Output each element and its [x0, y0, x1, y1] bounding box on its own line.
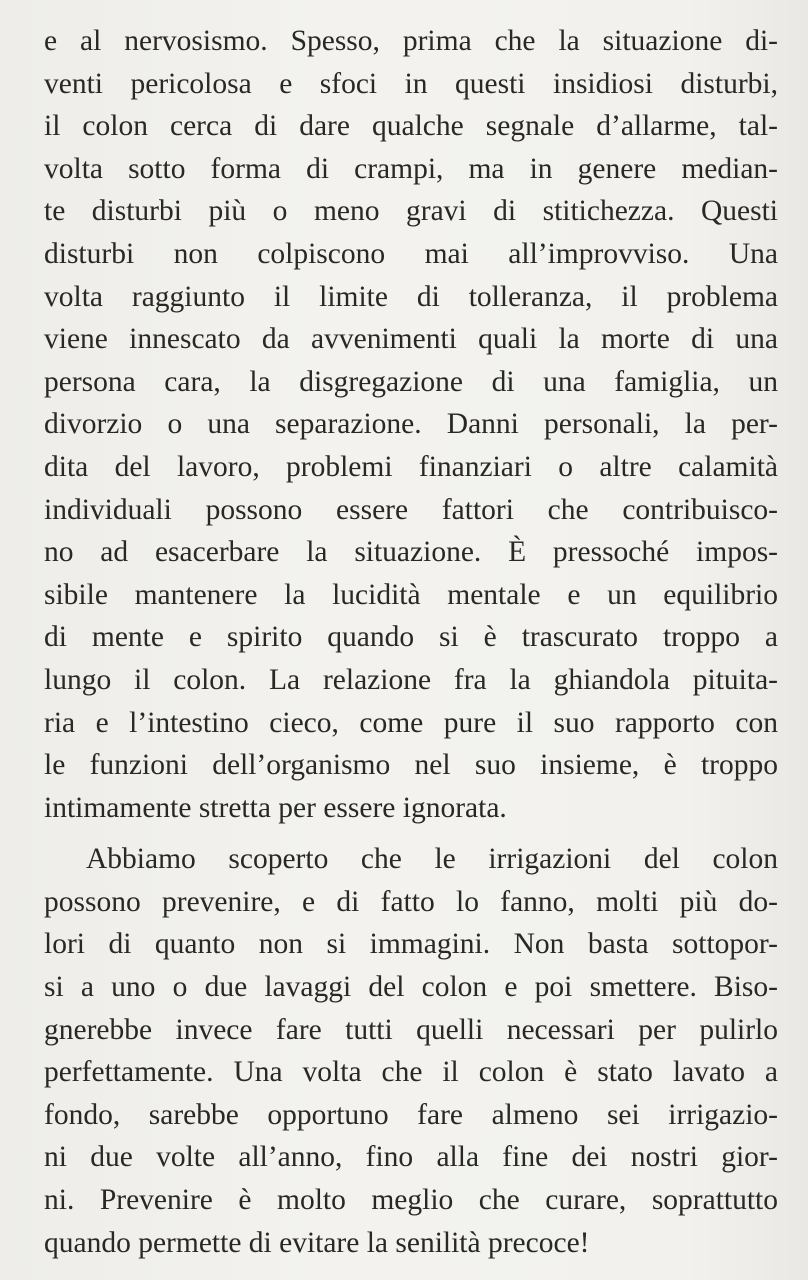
- text-line: dita del lavoro, problemi finanziari o altre calamità: [44, 450, 778, 483]
- text-line: viene innescato da avvenimenti quali la morte di una: [44, 323, 778, 356]
- paragraph-1: [44, 20, 778, 829]
- paragraph-2: [44, 838, 778, 1264]
- text-line: disturbi non colpiscono mai all’improvviso. Una: [44, 237, 778, 270]
- text-line: intimamente stretta per essere ignorata.: [44, 791, 507, 824]
- text-line: gnerebbe invece fare tutti quelli necessari per pulirlo: [44, 1013, 778, 1046]
- body-text: [44, 20, 778, 1264]
- text-line: perfettamente. Una volta che il colon è stato lavato a: [44, 1056, 778, 1089]
- text-line: ni. Prevenire è molto meglio che curare, soprattutto: [44, 1184, 778, 1217]
- text-line: possono prevenire, e di fatto lo fanno, molti più do-: [44, 885, 778, 918]
- text-line: si a uno o due lavaggi del colon e poi smettere. Biso-: [44, 971, 778, 1004]
- text-line: lungo il colon. La relazione fra la ghiandola pituita-: [44, 663, 778, 696]
- text-line: Abbiamo scoperto che le irrigazioni del colon: [86, 843, 778, 876]
- text-line: fondo, sarebbe opportuno fare almeno sei irrigazio-: [44, 1098, 778, 1131]
- text-line: volta sotto forma di crampi, ma in genere median-: [44, 152, 778, 185]
- text-line: le funzioni dell’organismo nel suo insieme, è troppo: [44, 749, 778, 782]
- text-line: volta raggiunto il limite di tolleranza, il problema: [44, 280, 778, 313]
- text-line: ni due volte all’anno, fino alla fine dei nostri gior-: [44, 1141, 778, 1174]
- text-line: quando permette di evitare la senilità precoce!: [44, 1226, 590, 1259]
- text-line: lori di quanto non si immagini. Non basta sottopor-: [44, 928, 778, 961]
- text-line: individuali possono essere fattori che contribuisco-: [44, 493, 778, 526]
- text-line: di mente e spirito quando si è trascurato troppo a: [44, 621, 778, 654]
- text-line: e al nervosismo. Spesso, prima che la situazione di-: [44, 25, 778, 57]
- text-line: ria e l’intestino cieco, come pure il suo rapporto con: [44, 706, 778, 739]
- text-line: no ad esacerbare la situazione. È pressoché impos-: [44, 536, 778, 569]
- text-line: il colon cerca di dare qualche segnale d’allarme, tal-: [44, 110, 778, 143]
- text-line: venti pericolosa e sfoci in questi insidiosi disturbi,: [44, 67, 778, 100]
- text-line: persona cara, la disgregazione di una famiglia, un: [44, 365, 778, 398]
- text-line: te disturbi più o meno gravi di stitichezza. Questi: [44, 195, 778, 228]
- paragraph-gap: [44, 829, 778, 838]
- text-line: sibile mantenere la lucidità mentale e un equilibrio: [44, 578, 778, 611]
- text-line: divorzio o una separazione. Danni personali, la per-: [44, 408, 778, 441]
